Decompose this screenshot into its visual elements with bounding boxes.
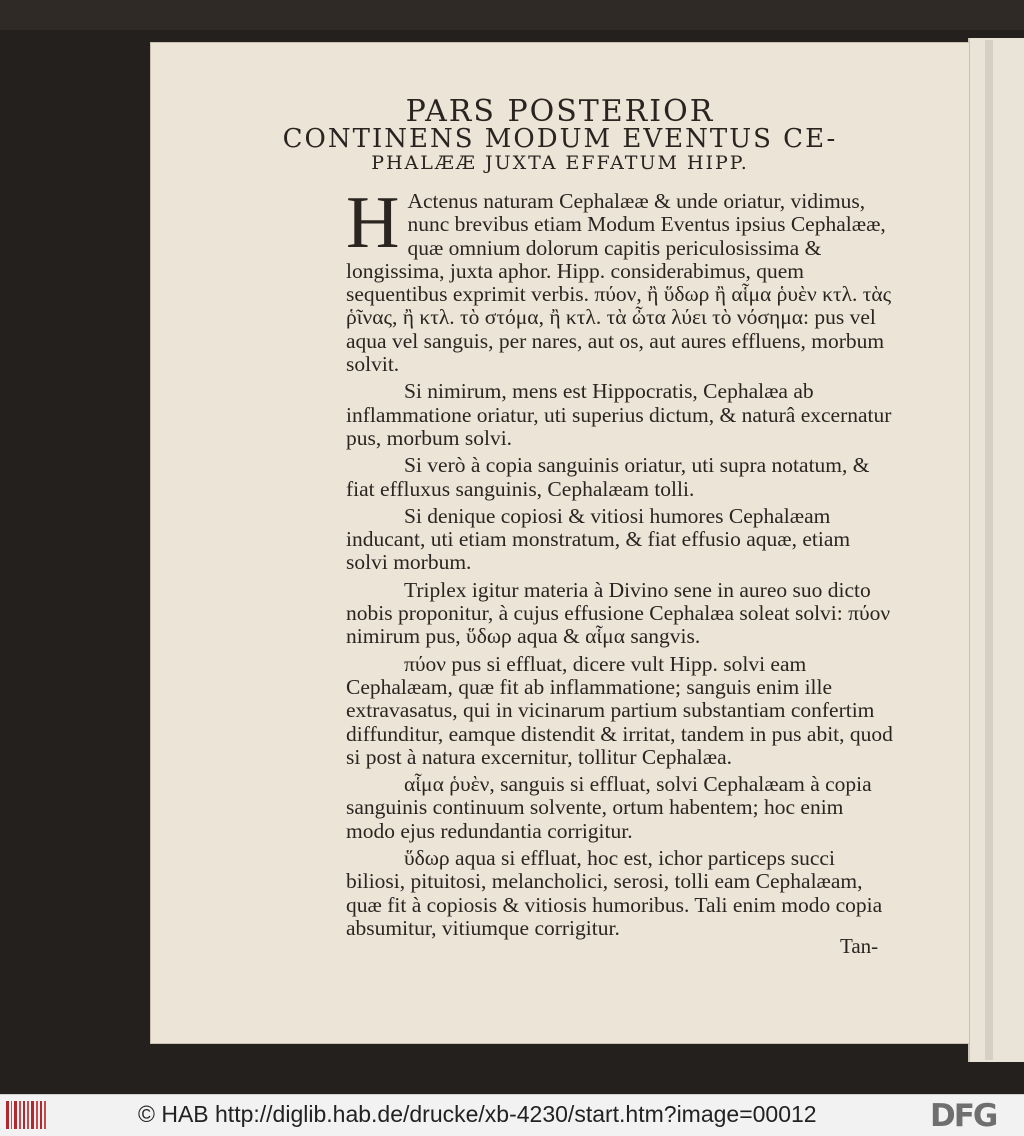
paragraph-6: πύον pus si effluat, dicere vult Hipp. solvi eam Cephalæam, quæ fit ab inflammatione; sanguis enim ille extravasatus, qui in vicinarum partium substantiam confertim diffunditur, eamque distendit & irritat, tandem in pus abit, quod si post à natura excernitur, tollitur Cephalæa.	[346, 651, 893, 769]
hab-barcode-icon	[6, 1101, 46, 1129]
heading-line-1: PARS POSTERIOR	[405, 94, 715, 129]
paragraph-5: Triplex igitur materia à Divino sene in aureo suo dicto nobis proponitur, à cujus effusione Cephalæa soleat solvi: πύον nimirum pus, ὕδωρ aqua & αἷμα sangvis.	[346, 577, 891, 649]
scan-top-edge	[0, 0, 1024, 30]
drop-cap: H	[346, 182, 400, 264]
book-page	[150, 42, 970, 1044]
dfg-logo: DFG	[930, 1098, 997, 1134]
catchword: Tan-	[840, 934, 879, 958]
paragraph-4: Si denique copiosi & vitiosi humores Cephalæam inducant, uti etiam monstratum, & fiat effusio aquæ, etiam solvi morbum.	[346, 503, 851, 575]
page-body-text	[346, 182, 894, 944]
paragraph-8: ὕδωρ aqua si effluat, hoc est, ichor particeps succi biliosi, pituitosi, melancholici, serosi, tolli eam Cephalæam, quæ fit à copiosis & vitiosis humoribus. Tali enim modo copia absumitur, vitiumque corrigitur.	[346, 846, 883, 940]
footer-credit-link[interactable]: © HAB http://diglib.hab.de/drucke/xb-4230/start.htm?image=00012	[138, 1101, 817, 1127]
footer-bar	[0, 1094, 1024, 1136]
heading-line-3: PHALÆÆ JUXTA EFFATUM HIPP.	[371, 152, 749, 174]
facing-page-edge	[968, 38, 1024, 1062]
paragraph-2: Si nimirum, mens est Hippocratis, Cephalæa ab inflammatione oriatur, uti superius dictum, & naturâ excernatur pus, morbum solvi.	[346, 379, 892, 450]
facing-page-shadow	[985, 40, 993, 1060]
heading-line-2: CONTINENS MODUM EVENTUS CE-	[282, 124, 838, 154]
paragraph-3: Si verò à copia sanguinis oriatur, uti supra notatum, & fiat effluxus sanguinis, Cephalæam tolli.	[346, 453, 870, 501]
paragraph-1-text: Actenus naturam Cephalææ & unde oriatur, vidimus, nunc brevibus etiam Modum Eventus ipsius Cephalææ, quæ omnium dolorum capitis periculosissima & longissima, juxta aphor. Hipp. considerabimus, quem sequentibus exprimit verbis. πύον, ἢ ὕδωρ ἢ αἷμα ῥυὲν κτλ. τὰς ῥῖνας, ἢ κτλ. τὸ στόμα, ἢ κτλ. τὰ ὦτα λύει τὸ νόσημα: pus vel aqua vel sanguis, per nares, aut os, aut aures effluens, morbum solvit.	[346, 189, 892, 377]
paragraph-7: αἷμα ῥυὲν, sanguis si effluat, solvi Cephalæam à copia sanguinis continuum solvente, ortum habentem; hoc enim modo ejus redundantia corrigitur.	[346, 772, 872, 843]
paragraph-1	[346, 182, 894, 377]
